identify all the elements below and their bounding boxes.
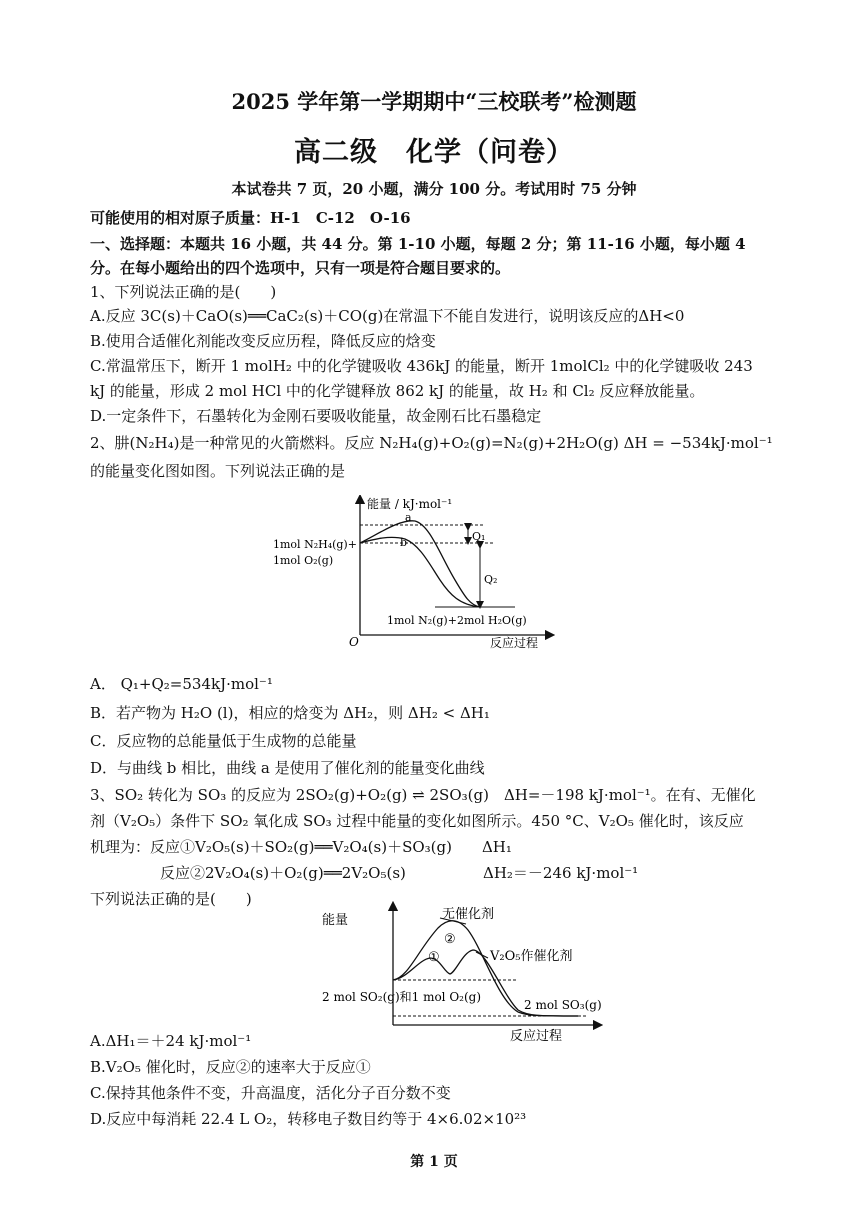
mechanism-1-label: ① [428,950,440,965]
q2-option-a: A． Q₁+Q₂=534kJ·mol⁻¹ [90,675,273,693]
q2-stem-line2: 的能量变化图如图。下列说法正确的是 [90,462,346,480]
section-instructions-2: 分。在每小题给出的四个选项中，只有一项是符合题目要求的。 [90,259,511,277]
q3-stem-line1: 3、SO₂ 转化为 SO₃ 的反应为 2SO₂(g)+O₂(g) ⇌ 2SO₃(g) ΔH=－198 kJ·mol⁻¹。在有、无催化 [90,786,756,804]
q1-option-a: A.反应 3C(s)＋CaO(s)══CaC₂(s)＋CO(g)在常温下不能自发进行，说明该反应的ΔH<0 [90,307,685,325]
q2-label: Q₂ [484,573,498,586]
reactant-label-1: 1mol N₂H₄(g)+ [273,538,357,551]
q3-stem-line3: 机理为：反应①V₂O₅(s)＋SO₂(g)══V₂O₄(s)＋SO₃(g) ΔH₁ [90,838,512,856]
q1-label: Q₁ [472,530,486,543]
exam-note: 本试卷共 7 页，20 小题，满分 100 分。考试用时 75 分钟 [231,180,637,198]
q3-option-d: D.反应中每消耗 22.4 L O₂，转移电子数目约等于 4×6.02×10²³ [90,1110,527,1128]
reactant-label-2: 1mol O₂(g) [273,554,334,567]
curve-a-label: a [405,511,412,524]
q1-option-b: B.使用合适催化剂能改变反应历程，降低反应的焓变 [90,332,436,350]
q3-option-a: A.ΔH₁＝＋24 kJ·mol⁻¹ [90,1032,252,1050]
q3-stem-line5: 下列说法正确的是( ) [90,890,252,908]
origin-label: O [349,635,359,649]
q2-option-b: B．若产物为 H₂O (l)，相应的焓变为 ΔH₂，则 ΔH₂ < ΔH₁ [90,704,490,722]
x-axis-label: 反应过程 [510,1029,563,1044]
y-axis-label: 能量 / kJ·mol⁻¹ [367,497,453,511]
curve-a [360,521,480,607]
product-label: 2 mol SO₃(g) [524,998,602,1012]
q1-stem: 1、下列说法正确的是( ) [90,283,277,301]
q3-stem-line2: 剂（V₂O₅）条件下 SO₂ 氧化成 SO₃ 过程中能量的变化如图所示。450 °C、V₂O₅ 催化时，该反应 [90,812,744,830]
q2-stem-line1: 2、肼(N₂H₄)是一种常见的火箭燃料。反应 N₂H₄(g)+O₂(g)=N₂(g)+2H₂O(g) ΔH = −534kJ·mol⁻¹ [90,434,773,452]
q3-option-c: C.保持其他条件不变，升高温度，活化分子百分数不变 [90,1084,451,1102]
q3-stem-line4a: 反应②2V₂O₄(s)＋O₂(g)══2V₂O₅(s) [160,864,406,882]
exam-subtitle: 高二级 化学（问卷） [294,137,574,168]
no-catalyst-label: 无催化剂 [442,907,495,922]
q3-option-b: B.V₂O₅ 催化时，反应②的速率大于反应① [90,1058,371,1076]
exam-title: 2025 学年第一学期期中“三校联考”检测题 [231,89,637,114]
reactant-label: 2 mol SO₂(g)和1 mol O₂(g) [322,990,482,1004]
q3-energy-diagram [318,900,618,1048]
mechanism-2-label: ② [444,932,456,947]
q2-option-d: D．与曲线 b 相比，曲线 a 是使用了催化剂的能量变化曲线 [90,759,485,777]
y-axis-label: 能量 [322,913,349,928]
catalyst-label: V₂O₅作催化剂 [490,949,573,964]
catalyst-pointer [476,952,488,958]
q1-option-d: D.一定条件下，石墨转化为金刚石要吸收能量，故金刚石比石墨稳定 [90,407,542,425]
atomic-masses: 可能使用的相对原子质量：H-1 C-12 O-16 [90,209,411,227]
curve-b [360,537,480,607]
page-number: 第 1 页 [410,1154,458,1170]
q3-stem-line4b: ΔH₂＝－246 kJ·mol⁻¹ [483,864,639,882]
q1-option-c-line2: kJ 的能量，形成 2 mol HCl 中的化学键释放 862 kJ 的能量，故 H₂ 和 Cl₂ 反应释放能量。 [90,382,705,400]
section-instructions-1: 一、选择题：本题共 16 小题，共 44 分。第 1-10 小题，每题 2 分；第 11-16 小题，每小题 4 [90,235,746,253]
q2-option-c: C．反应物的总能量低于生成物的总能量 [90,732,357,750]
product-label: 1mol N₂(g)+2mol H₂O(g) [387,614,527,627]
x-axis-label: 反应过程 [490,636,539,650]
curve-b-label: b [400,536,408,549]
q1-option-c-line1: C.常温常压下，断开 1 molH₂ 中的化学键吸收 436kJ 的能量，断开 1molCl₂ 中的化学键吸收 243 [90,357,753,375]
q2-energy-diagram [265,495,555,655]
